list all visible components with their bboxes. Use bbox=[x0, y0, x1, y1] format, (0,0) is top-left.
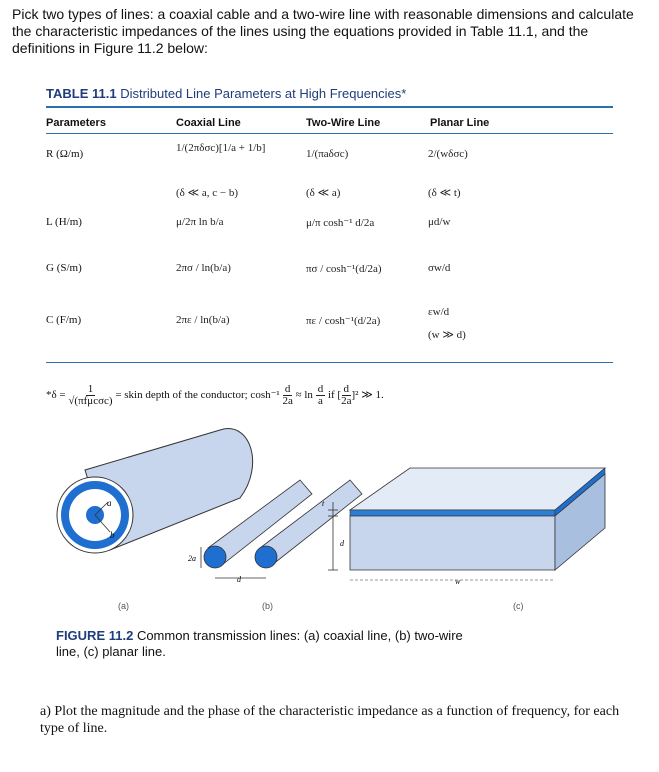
row-label-g: G (S/m) bbox=[46, 262, 82, 274]
question-a: a) Plot the magnitude and the phase of the characteristic impedance as a function of frequency, for each type of line. bbox=[40, 704, 620, 736]
table-footnote: *δ = $\frac{1}{\text{√(πfμcσc)}}$ = skin depth of the conductor; cosh⁻¹ $\frac{d}{2a}$ ≈ ln $\frac{d}{a}$ if [ $\frac{d}{2a}$ ]² ≫ 1. bbox=[46, 383, 384, 407]
coax-c-formula: 2πε / ln(b/a) bbox=[176, 314, 230, 326]
planar-r-formula: 2/(wδσc) bbox=[428, 148, 468, 160]
dim-d-planar: d bbox=[340, 539, 344, 548]
figure-caption-text: Common transmission lines: (a) coaxial line, (b) two-wire line, (c) planar line. bbox=[56, 628, 463, 659]
dim-w: w bbox=[455, 577, 461, 586]
figure-caption-label: FIGURE 11.2 bbox=[56, 628, 134, 643]
planar-g-formula: σw/d bbox=[428, 262, 451, 274]
planar-c-formula: εw/d bbox=[428, 306, 450, 318]
header-coaxial: Coaxial Line bbox=[176, 117, 241, 129]
header-planar: Planar Line bbox=[430, 117, 490, 129]
sublabel-b: (b) bbox=[262, 601, 273, 611]
footnote-fraction: $\frac{1}{\text{√(πfμcσc)}}$ bbox=[68, 383, 113, 407]
coax-l-formula: μ/2π ln b/a bbox=[176, 216, 224, 228]
table-caption: Distributed Line Parameters at High Frequencies* bbox=[120, 86, 407, 101]
coax-r-formula: 1/(2πδσc)[1/a + 1/b] bbox=[176, 142, 266, 154]
transmission-lines-figure bbox=[50, 420, 630, 620]
header-two-wire: Two-Wire Line bbox=[306, 117, 381, 129]
twowire-c-formula: πε / cosh⁻¹(d/2a) bbox=[306, 315, 381, 327]
coaxial-cable-drawing bbox=[57, 429, 253, 553]
table-title bbox=[46, 86, 406, 101]
footnote-text: = skin depth of the conductor; cosh⁻¹ bbox=[115, 389, 280, 402]
twowire-r-formula: 1/(πaδσc) bbox=[306, 148, 349, 160]
footnote-approx: ≈ ln bbox=[295, 389, 313, 402]
planar-l-formula: μd/w bbox=[428, 216, 451, 228]
dim-t: t bbox=[322, 499, 325, 508]
dim-b: b bbox=[110, 530, 115, 540]
row-label-r: R (Ω/m) bbox=[46, 148, 84, 160]
planar-line-drawing bbox=[328, 468, 605, 580]
coax-r-condition: (δ ≪ a, c − b) bbox=[176, 187, 238, 199]
footnote-da: $\frac{d}{a}$ bbox=[317, 383, 324, 407]
planar-r-condition: (δ ≪ t) bbox=[428, 187, 461, 199]
planar-c-condition: (w ≫ d) bbox=[428, 329, 466, 341]
footnote-end: ≫ 1. bbox=[361, 389, 384, 402]
intro-paragraph: Pick two types of lines: a coaxial cable and a two-wire line with reasonable dimensions and calculate the characteristic impedances of the lines using the equations provided in Table 11.1, and the definitions in Figure 11.2 below: bbox=[12, 6, 634, 56]
row-label-l: L (H/m) bbox=[46, 216, 82, 228]
dim-d-two-wire: d bbox=[237, 575, 241, 584]
footnote-d2a-sq: $\frac{d}{2a}$ bbox=[341, 383, 352, 407]
footnote-if: if bbox=[327, 389, 335, 402]
footnote-d2a: $\frac{d}{2a}$ bbox=[282, 383, 293, 407]
table-bottom-rule bbox=[46, 362, 613, 363]
table-top-rule bbox=[46, 106, 613, 108]
sublabel-a: (a) bbox=[118, 601, 129, 611]
twowire-g-formula: πσ / cosh⁻¹(d/2a) bbox=[306, 263, 382, 275]
twowire-r-condition: (δ ≪ a) bbox=[306, 187, 341, 199]
coax-g-formula: 2πσ / ln(b/a) bbox=[176, 262, 231, 274]
footnote-delta: *δ = bbox=[46, 389, 66, 402]
header-parameters: Parameters bbox=[46, 117, 106, 129]
table-label: TABLE 11.1 bbox=[46, 86, 117, 101]
sublabel-c: (c) bbox=[513, 601, 524, 611]
twowire-l-formula: μ/π cosh⁻¹ d/2a bbox=[306, 217, 375, 229]
figure-caption bbox=[56, 628, 476, 660]
table-header-rule bbox=[46, 133, 613, 134]
row-label-c: C (F/m) bbox=[46, 314, 82, 326]
dim-2a: 2a bbox=[188, 554, 196, 563]
dim-a: a bbox=[107, 498, 112, 508]
